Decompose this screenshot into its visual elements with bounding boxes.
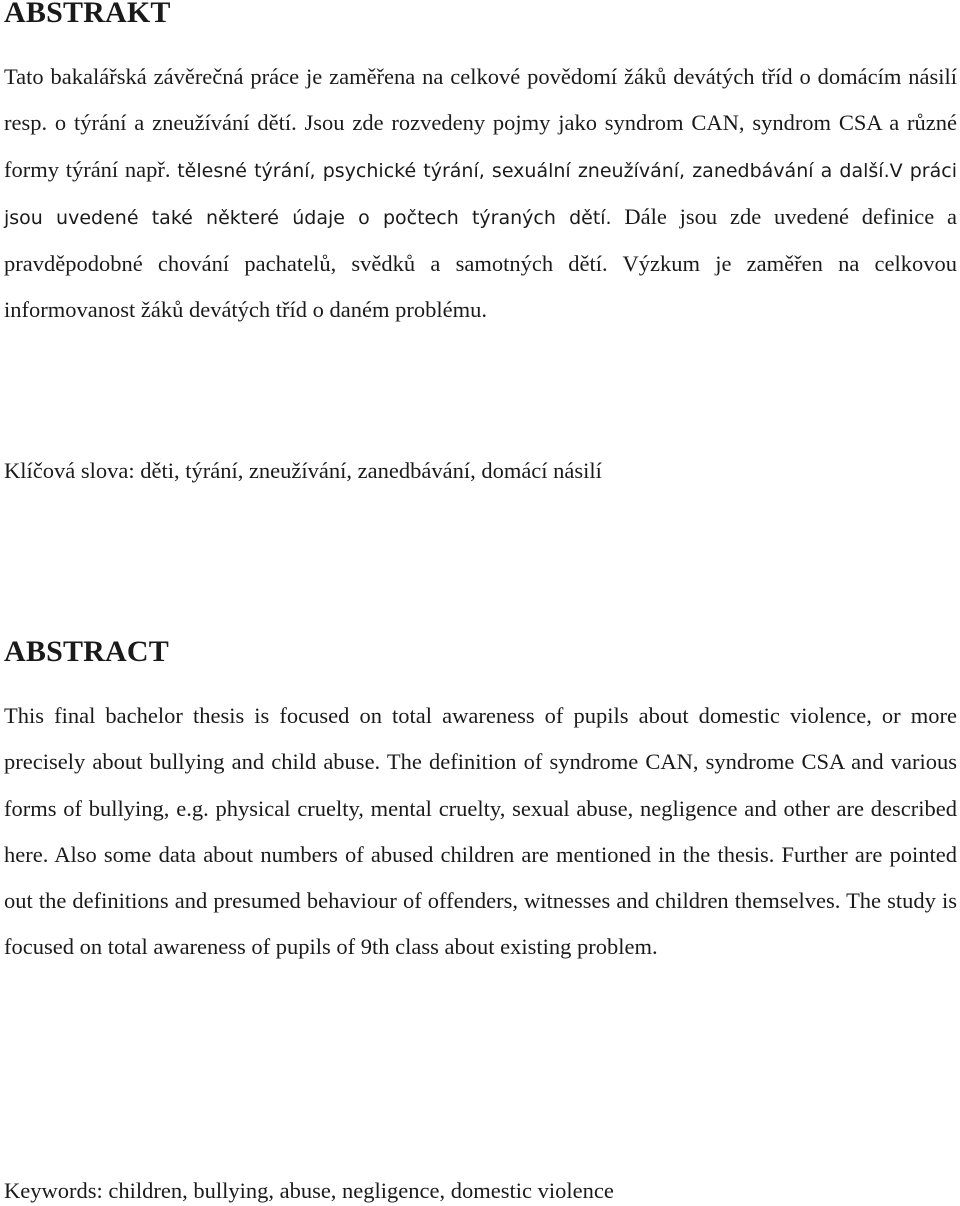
- czech-abstract-text-part2: tělesné týrání, psychické týrání, sexuální zneužívání, zanedbávání a další.V práci jsou uvedené také některé údaje o počtech týraných dětí.: [4, 159, 957, 229]
- czech-abstract-heading: ABSTRAKT: [4, 0, 171, 29]
- english-keywords: Keywords: children, bullying, abuse, negligence, domestic violence: [4, 1178, 614, 1203]
- czech-abstract-text-part1: Tato bakalářská závěrečná práce je zaměřena na celkové povědomí žáků devátých tříd o domácím násilí resp. o týrání a zneužívání dětí. Jsou zde rozvedeny pojmy jako syndrom CAN, syndrom CSA a různé formy týrání např.: [4, 64, 957, 182]
- english-abstract-text: This final bachelor thesis is focused on total awareness of pupils about domestic violence, or more precisely about bullying and child abuse. The definition of syndrome CAN, syndrome CSA and various forms of bullying, e.g. physical cruelty, mental cruelty, sexual abuse, negligence and other are described here. Also some data about numbers of abused children are mentioned in the thesis. Further are pointed out the definitions and presumed behaviour of offenders, witnesses and children themselves. The study is focused on total awareness of pupils of 9th class about existing problem.: [4, 703, 957, 960]
- czech-abstract-text: [4, 54, 957, 334]
- czech-keywords: Klíčová slova: děti, týrání, zneužívání, zanedbávání, domácí násilí: [4, 458, 602, 483]
- czech-abstract-text-part3: Dále jsou zde uvedené definice a pravděpodobné chování pachatelů, svědků a samotných dětí. Výzkum je zaměřen na celkovou informovanost žáků devátých tříd o daném problému.: [4, 203, 957, 323]
- english-abstract-heading: ABSTRACT: [4, 635, 169, 668]
